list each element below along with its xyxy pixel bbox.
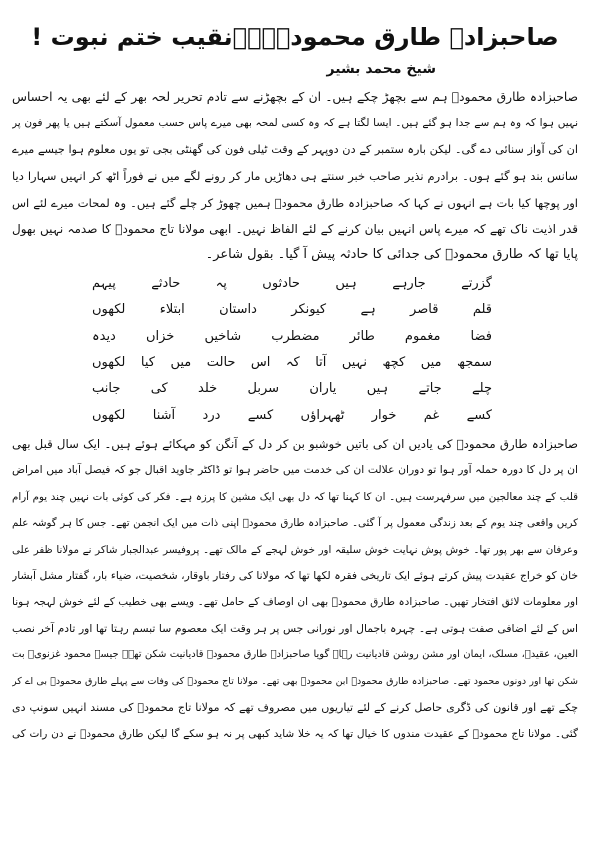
- article-title: صاحبزادہ طارق محمودؒ۔۔۔نقیب ختم نبوت !: [31, 23, 559, 51]
- text-line: سانس بند ہو گئے ہوں۔ برادرم نذیر صاحب خبر سنتے ہی دھاڑیں مار کر رونے لگے میں نے فوراً اٹھ کر انہیں سہارا دیا: [12, 169, 578, 184]
- text-line: چکے تھے اور قانون کی ڈگری حاصل کرنے کے لئے تیاریوں میں مصروف تھے کہ مولانا تاج محمودؒ کی مسند انہیں سونپ دی: [12, 700, 578, 714]
- text-line: پایا تھا کہ طارق محمودؒ کی جدائی کا حادثہ پیش آ گیا۔ بقول شاعر۔: [205, 247, 578, 263]
- article-author: شیخ محمد بشیر: [326, 61, 436, 77]
- paragraph-2: [12, 431, 578, 748]
- text-line: قدر اذیت ناک تھے کہ میرے پاس انہیں بیان کرنے کے لئے الفاظ نہیں۔ ابھی مولانا تاج محمودؒ کا صدمہ نہیں بھول: [12, 221, 578, 236]
- text-line: کریں واقعی چند یوم کے بعد زندگی معمول پر آ گئی۔ صاحبزادہ طارق محمودؒ اپنی ذات میں ایک انجمن تھے۔ جس کا ہر گوشہ علم: [12, 517, 578, 530]
- text-line: العین، عقیدہ، مسلک، ایمان اور مشن روشن قادیانیت رہا۔ گویا صاحبزادہ طارق محمودؒ قادیانیت شکن تھے۔ جیسے محمود غزنویؒ بت: [12, 649, 578, 661]
- poem-verse: قلم قاصر ہے کیونکر داستان ابتلاء لکھوں: [92, 302, 492, 318]
- text-line: صاحبزادہ طارق محمودؒ کی یادیں ان کی باتیں خوشبو بن کر دل کے آنگن کو مہکائے ہوئے ہیں۔ ایک سال قبل بھی: [12, 437, 578, 452]
- text-line: اس کے لئے اضافی صفت ہوتی ہے۔ چہرہ باجمال اور نورانی جس پر ہر وقت ایک معصوم سا تبسم رہتا تھا اور تادم آخر نصب: [12, 621, 578, 635]
- text-line: گئی۔ مولانا تاج محمودؒ کے عقیدت مندوں کا خیال تھا کہ یہ خلا شاید کبھی پر نہ ہو سکے گا لیکن طارق محمودؒ نے دن رات کی: [12, 728, 578, 741]
- text-line: قلب کے چند معالجین میں سرفہرست ہیں۔ ان کا کہنا تھا کہ دل بھی ایک مشین کا پرزہ ہے۔ فکر کی کوئی بات نہیں چند یوم آرام: [12, 490, 578, 503]
- text-line: نہیں ہوا کہ وہ ہم سے جدا ہو گئے ہیں۔ ایسا لگتا ہے کہ وہ کسی لمحہ بھی میرے پاس حسب معمول آسکتے ہیں یا پھر فون پر: [12, 117, 578, 130]
- text-line: ان کی آواز سنائی دے گی۔ لیکن بارہ ستمبر کے دن دوپہر کے وقت ٹیلی فون کی گھنٹی بجی تو یوں معلوم ہوا جیسے میرے: [12, 142, 578, 156]
- paragraph-1: [12, 84, 578, 269]
- poem-verse: سمجھ میں کچھ نہیں آتا کہ اس حالت میں کیا لکھوں: [92, 354, 492, 370]
- text-line: اور معلومات لائق افتخار تھیں۔ صاحبزادہ طارق محمودؒ بھی ان اوصاف کے حامل تھے۔ ویسے بھی خطیب کے لئے خوش لہجہ ہونا: [12, 596, 578, 609]
- text-line: وعرفان سے بھر پور تھا۔ خوش پوش نہایت خوش سلیقہ اور خوش لہجے کے مالک تھے۔ پروفیسر عبدالجبار شاکر نے مولانا ظفر علی: [12, 543, 578, 556]
- text-line: شکن تھا اور دونوں محمود تھے۔ صاحبزادہ طارق محمودؒ ابن محمودؒ بھی تھے۔ مولانا تاج محمودؒ کی وفات سے پہلے طارق محمودؒ بی اے کر: [12, 675, 578, 687]
- poem-verse: کسے غم خوار ٹھہراؤں کسے درد آشنا لکھوں: [92, 407, 492, 423]
- text-line: ان پر دل کا دورہ حملہ آور ہوا تو دوران علالت ان کی خدمت میں حاضر ہوا تو ڈاکٹر جاوید اقبال جو کہ فیصل آباد میں امراض: [12, 463, 578, 477]
- text-line: صاحبزادہ طارق محمودؒ ہم سے بچھڑ چکے ہیں۔ ان کے بچھڑنے سے تادم تحریر لحہ بھر کے لئے بھی یہ احساس: [12, 90, 578, 104]
- text-line: اور پوچھا کیا بات ہے انہوں نے کہا کہ صاحبزادہ طارق محمودؒ ہمیں چھوڑ کر چلے گئے ہیں۔ وہ لمحات میرے لئے اس: [12, 195, 578, 210]
- poem-verse: فضا مغموم طائر مضطرب شاخیں خزاں دیدہ: [92, 328, 492, 344]
- poem-block: [92, 271, 492, 429]
- poem-verse: گزرتے جارہے ہیں حادثوں پہ حادثے پیہم: [92, 275, 492, 291]
- text-line: خان کو خراج عقیدت پیش کرتے ہوئے ایک تاریخی فقرہ لکھا تھا کہ مولانا کی رفتار باوقار، شخصیت، ضیاء بار، گفتار مشل آبشار: [12, 569, 578, 583]
- poem-verse: چلے جاتے ہیں یاران سربل خلد کی جانب: [92, 381, 492, 397]
